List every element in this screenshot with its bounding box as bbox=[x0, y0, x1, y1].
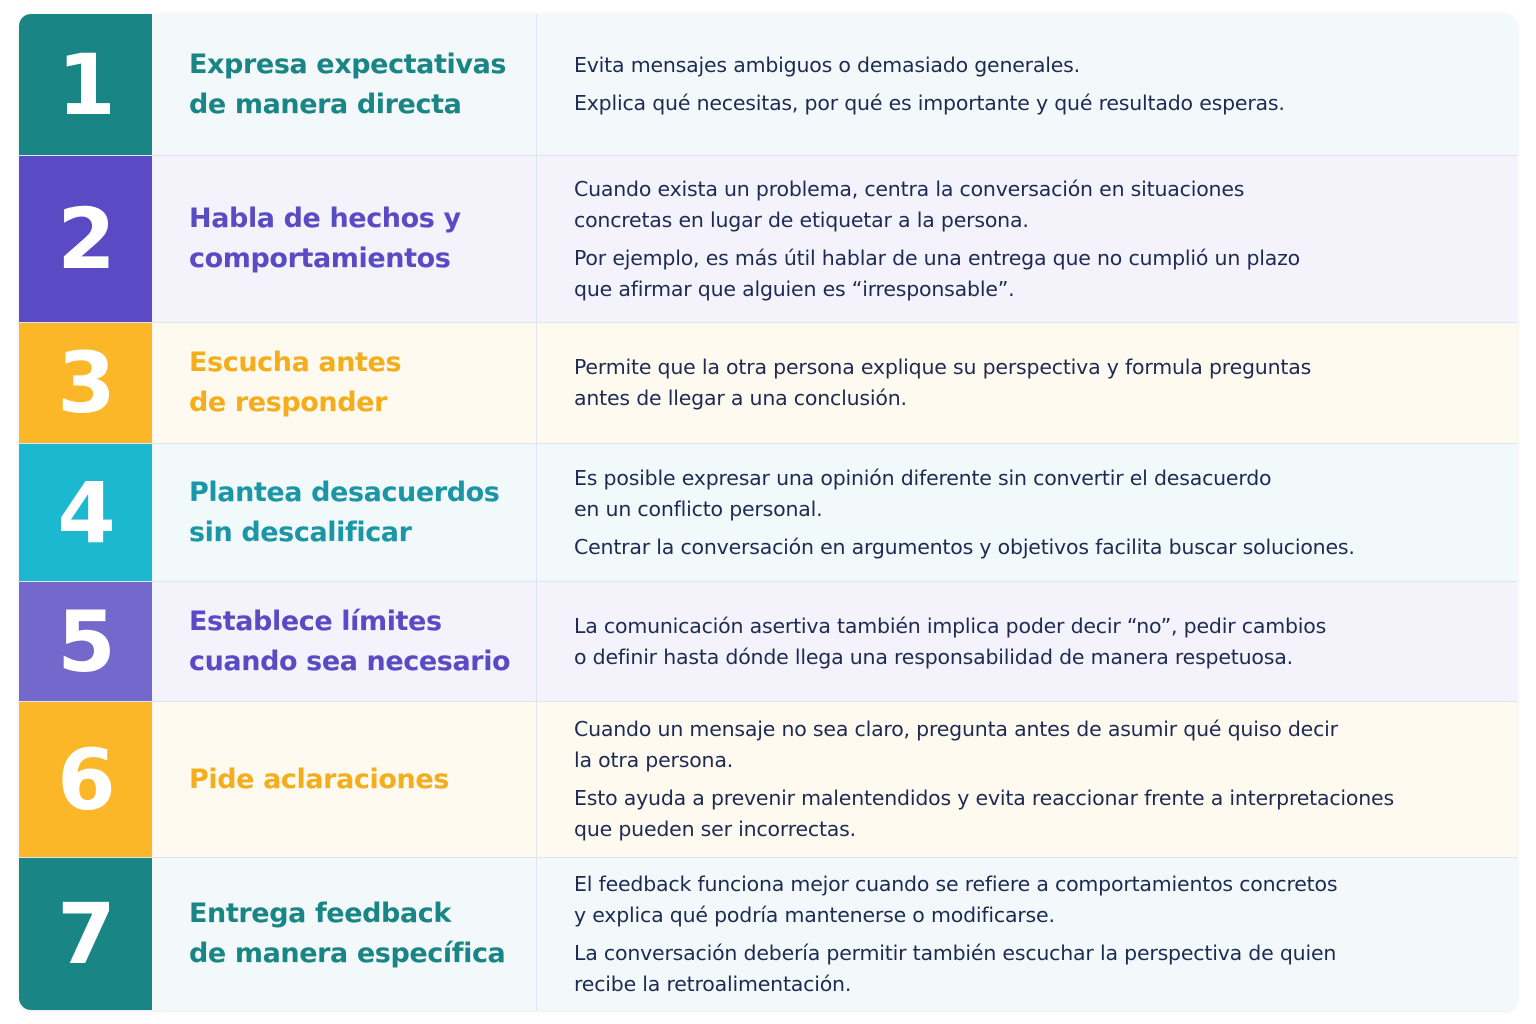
row-number-badge: 3 bbox=[19, 323, 152, 443]
table-row bbox=[19, 582, 1517, 702]
row-description bbox=[537, 582, 1517, 701]
description-paragraph: Evita mensajes ambiguos o demasiado generales. bbox=[574, 53, 1080, 77]
row-number-badge: 4 bbox=[19, 444, 152, 581]
description-paragraph: Es posible expresar una opinión diferente sin convertir el desacuerdo en un conflicto personal. bbox=[574, 465, 1272, 521]
description-paragraph: El feedback funciona mejor cuando se refiere a comportamientos concretos y explica qué podría mantenerse o modificarse. bbox=[574, 871, 1338, 927]
row-description bbox=[537, 156, 1517, 322]
description-paragraph: Cuando exista un problema, centra la conversación en situaciones concretas en lugar de etiquetar a la persona. bbox=[574, 176, 1245, 232]
row-description bbox=[537, 14, 1517, 155]
row-title: Expresa expectativas de manera directa bbox=[152, 14, 537, 155]
table-row bbox=[19, 156, 1517, 323]
row-number-badge: 2 bbox=[19, 156, 152, 322]
description-paragraph: Centrar la conversación en argumentos y objetivos facilita buscar soluciones. bbox=[574, 534, 1355, 559]
tips-table bbox=[19, 14, 1517, 1010]
row-description bbox=[537, 858, 1517, 1010]
description-paragraph: Por ejemplo, es más útil hablar de una entrega que no cumplió un plazo que afirmar que alguien es “irresponsable”. bbox=[574, 245, 1301, 301]
row-number-badge: 1 bbox=[19, 14, 152, 155]
row-description bbox=[537, 323, 1517, 443]
row-description bbox=[537, 702, 1517, 857]
description-paragraph: Permite que la otra persona explique su perspectiva y formula preguntas antes de llegar a una conclusión. bbox=[574, 355, 1312, 410]
description-paragraph: La conversación debería permitir también escuchar la perspectiva de quien recibe la retroalimentación. bbox=[574, 940, 1337, 996]
table-row bbox=[19, 14, 1517, 156]
row-number-badge: 5 bbox=[19, 582, 152, 701]
description-paragraph: Explica qué necesitas, por qué es importante y qué resultado esperas. bbox=[574, 91, 1285, 115]
description-paragraph: Cuando un mensaje no sea claro, pregunta antes de asumir qué quiso decir la otra persona. bbox=[574, 717, 1338, 772]
row-number-badge: 7 bbox=[19, 858, 152, 1010]
table-row bbox=[19, 702, 1517, 858]
row-title: Habla de hechos y comportamientos bbox=[152, 156, 537, 322]
row-title: Entrega feedback de manera específica bbox=[152, 858, 537, 1010]
description-paragraph: Esto ayuda a prevenir malentendidos y evita reaccionar frente a interpretaciones que pueden ser incorrectas. bbox=[574, 786, 1394, 841]
row-title: Escucha antes de responder bbox=[152, 323, 537, 443]
row-title: Pide aclaraciones bbox=[152, 702, 537, 857]
row-title: Plantea desacuerdos sin descalificar bbox=[152, 444, 537, 581]
table-row bbox=[19, 444, 1517, 582]
row-title: Establece límites cuando sea necesario bbox=[152, 582, 537, 701]
row-description bbox=[537, 444, 1517, 581]
row-number-badge: 6 bbox=[19, 702, 152, 857]
table-row bbox=[19, 858, 1517, 1010]
description-paragraph: La comunicación asertiva también implica poder decir “no”, pedir cambios o definir hasta dónde llega una responsabilidad de manera respetuosa. bbox=[574, 613, 1327, 669]
table-row bbox=[19, 323, 1517, 444]
